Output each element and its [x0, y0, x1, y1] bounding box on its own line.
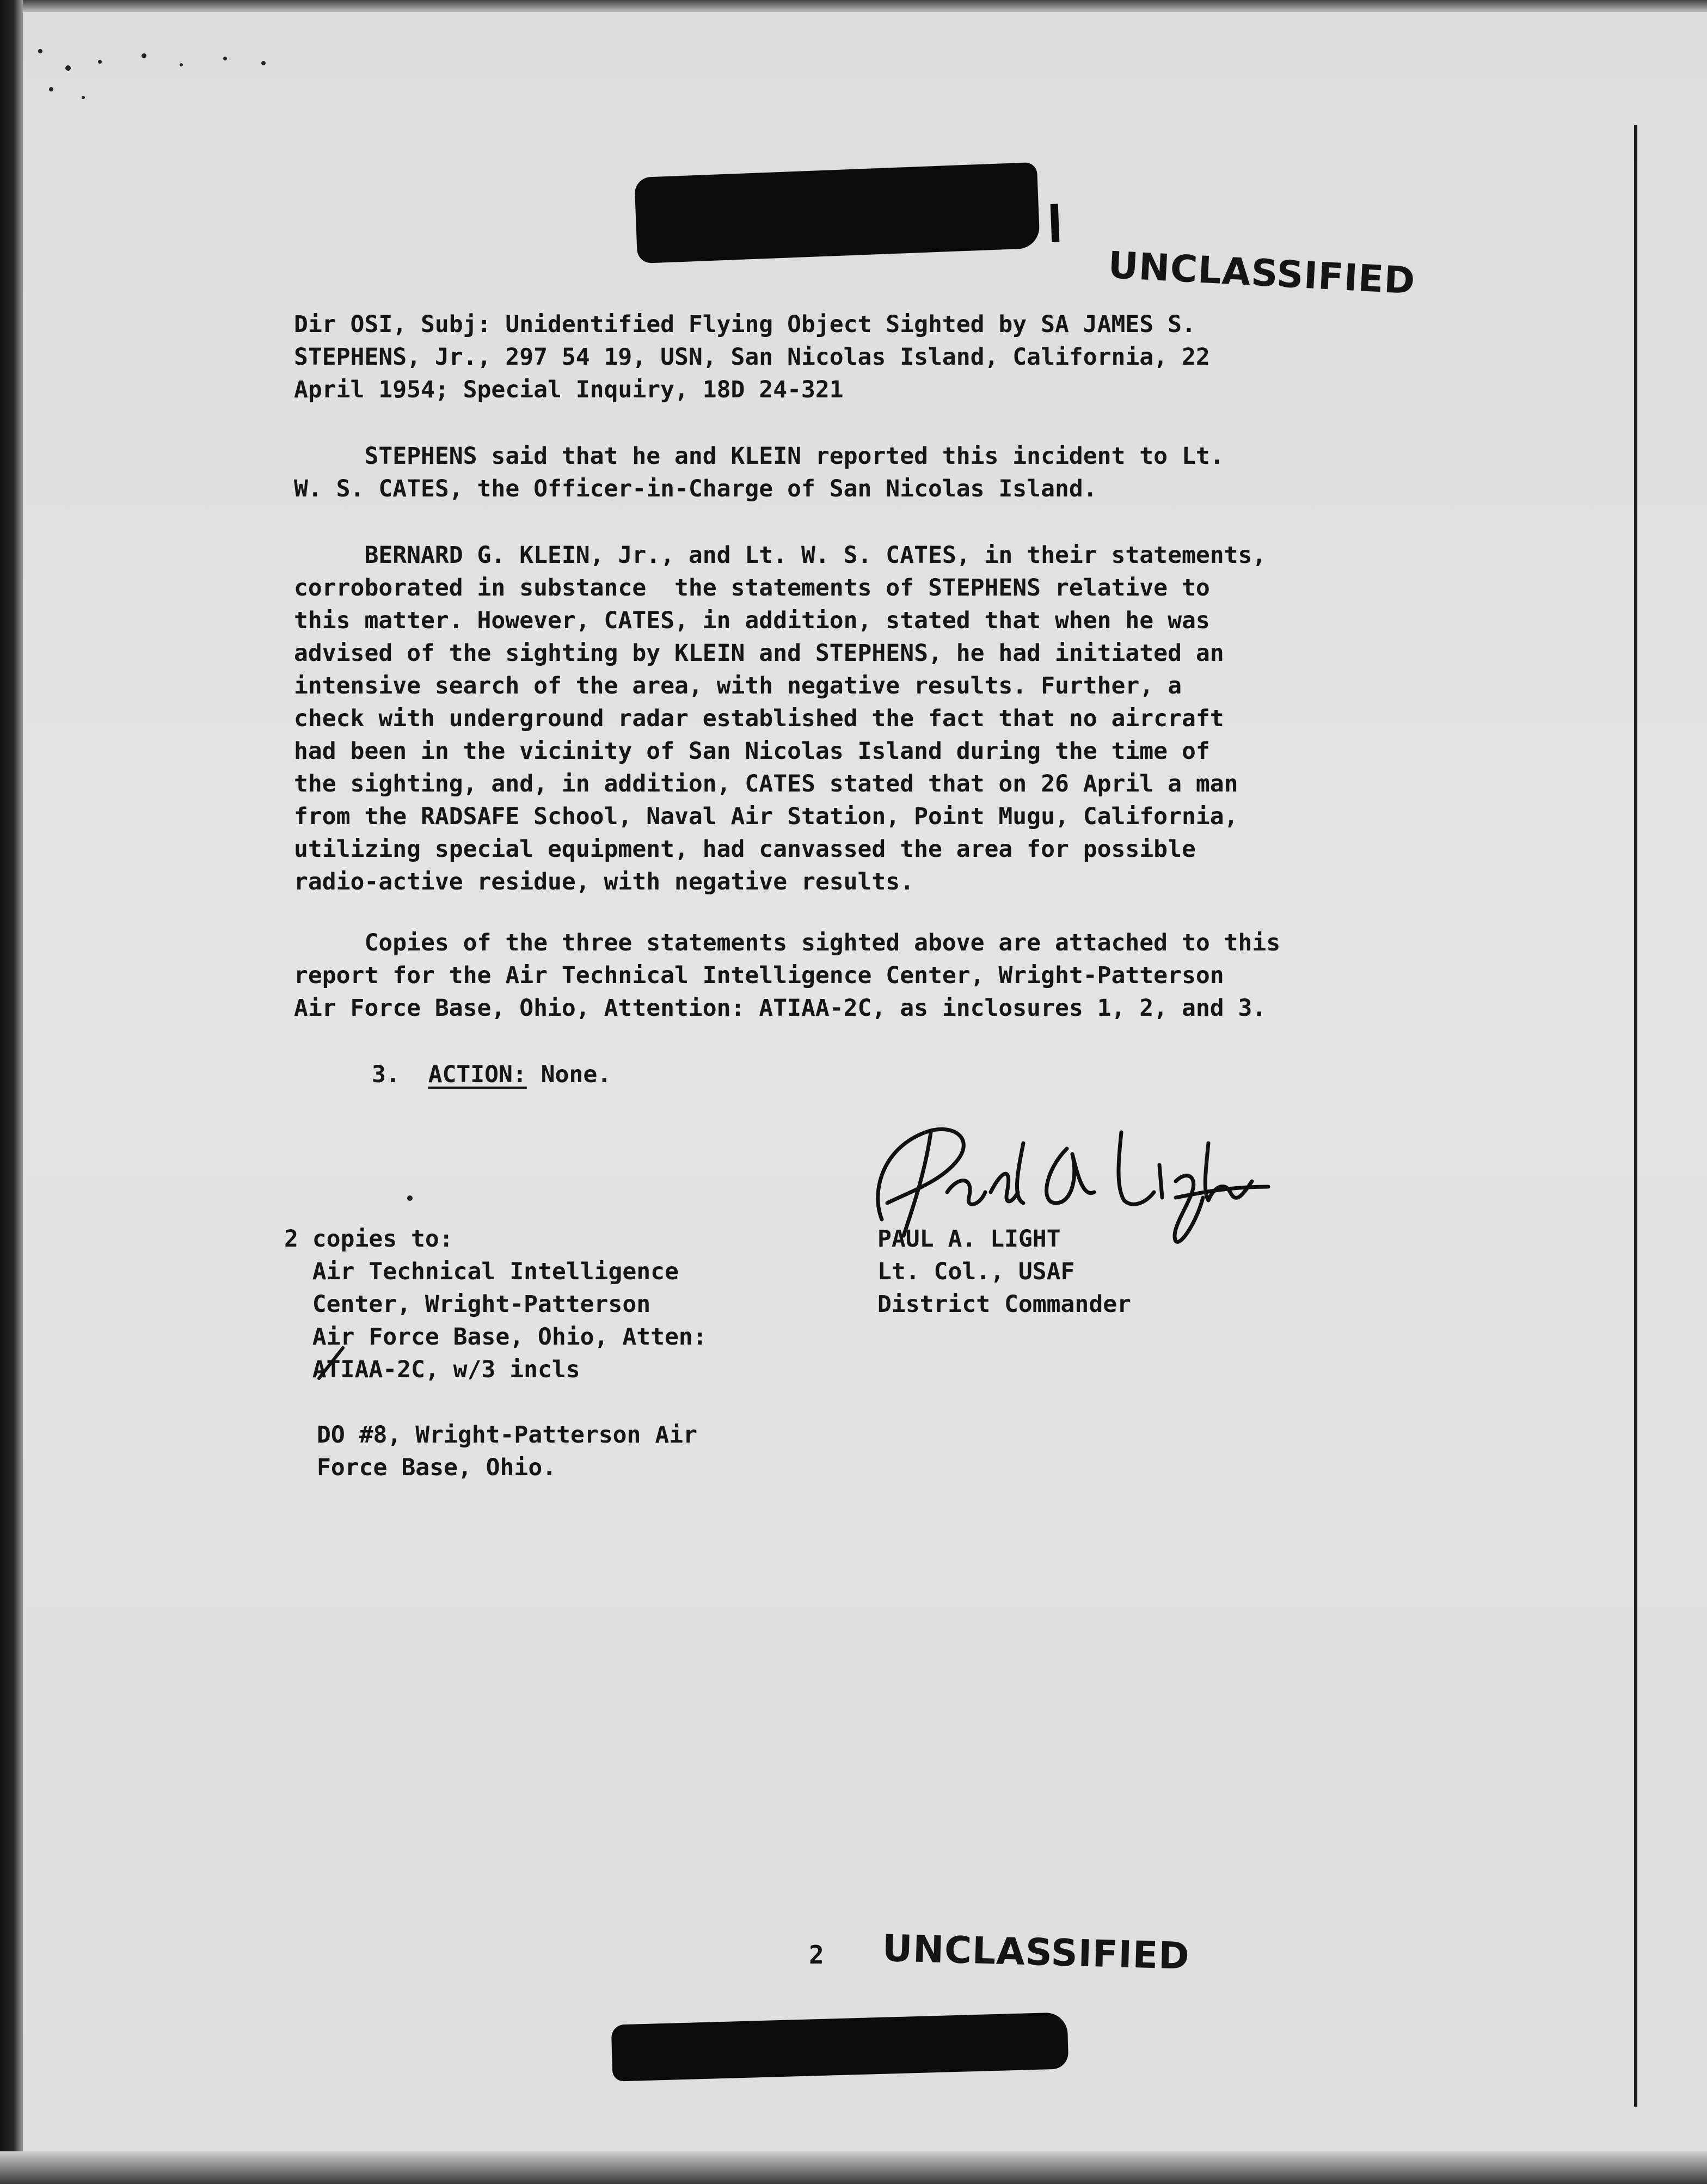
- paragraph-report-of-incident: [294, 440, 1224, 505]
- scan-speck: [38, 49, 42, 53]
- distribution-line: Force Base, Ohio.: [317, 1454, 557, 1481]
- distribution-line: ATIAA-2C, w/3 incls: [284, 1356, 580, 1383]
- signer-name: PAUL A. LIGHT: [877, 1225, 1061, 1253]
- paragraph-line: corroborated in substance the statements of STEPHENS relative to: [294, 574, 1210, 602]
- signer-rank: Lt. Col., USAF: [877, 1258, 1075, 1285]
- distribution-line: Air Technical Intelligence: [284, 1258, 679, 1285]
- action-label: ACTION:: [428, 1061, 527, 1088]
- scan-margin-line: [1634, 125, 1637, 2107]
- paragraph-line: radio-active residue, with negative results.: [294, 868, 914, 895]
- paragraph-line: from the RADSAFE School, Naval Air Station, Point Mugu, California,: [294, 803, 1238, 830]
- redaction-bar-top: [634, 162, 1040, 263]
- scan-speck: [261, 61, 266, 65]
- action-number: 3.: [372, 1061, 400, 1088]
- distribution-line: DO #8, Wright-Patterson Air: [317, 1421, 697, 1449]
- scan-speck: [98, 60, 102, 64]
- distribution-line: Center, Wright-Patterson: [284, 1291, 651, 1318]
- scan-speck: [82, 96, 85, 99]
- scan-speck: [223, 57, 227, 60]
- scan-edge-bottom: [0, 2151, 1707, 2184]
- redaction-bar-bottom: [611, 2012, 1069, 2081]
- signer-title: District Commander: [877, 1291, 1131, 1318]
- paragraph-line: advised of the sighting by KLEIN and STEPHENS, he had initiated an: [294, 640, 1224, 667]
- paragraph-line: check with underground radar established the fact that no aircraft: [294, 705, 1224, 732]
- paragraph-line: intensive search of the area, with negative results. Further, a: [294, 672, 1182, 700]
- subject-line: STEPHENS, Jr., 297 54 19, USN, San Nicolas Island, California, 22: [294, 343, 1210, 371]
- paragraph-line: Copies of the three statements sighted above are attached to this: [294, 929, 1281, 956]
- ink-mark: [407, 1195, 413, 1201]
- distribution-line: 2 copies to:: [284, 1225, 453, 1253]
- signature-block: [877, 1223, 1131, 1321]
- paragraph-line: report for the Air Technical Intelligence Center, Wright-Patterson: [294, 962, 1224, 989]
- paragraph-corroboration: [294, 539, 1266, 898]
- page-number: 2: [809, 1940, 824, 1970]
- paragraph-line: the sighting, and, in addition, CATES stated that on 26 April a man: [294, 770, 1238, 797]
- classification-stamp-top: UNCLASSIFIED: [1107, 244, 1417, 303]
- distribution-do-entry: [317, 1419, 697, 1484]
- scan-speck: [65, 65, 71, 71]
- paragraph-line: W. S. CATES, the Officer-in-Charge of San Nicolas Island.: [294, 475, 1097, 502]
- action-line: [372, 1058, 611, 1091]
- paragraph-line: had been in the vicinity of San Nicolas Island during the time of: [294, 738, 1210, 765]
- classification-stamp-bottom: UNCLASSIFIED: [881, 1927, 1190, 1978]
- scan-edge-left: [0, 0, 23, 2184]
- scan-edge-top: [0, 0, 1707, 12]
- paragraph-attachments: [294, 927, 1280, 1024]
- paragraph-line: utilizing special equipment, had canvassed the area for possible: [294, 836, 1196, 863]
- subject-line: Dir OSI, Subj: Unidentified Flying Object Sighted by SA JAMES S.: [294, 311, 1196, 338]
- scan-speck: [180, 63, 183, 66]
- check-mark: [316, 1345, 348, 1383]
- subject-header: [294, 308, 1210, 406]
- paragraph-line: Air Force Base, Ohio, Attention: ATIAA-2C, as inclosures 1, 2, and 3.: [294, 995, 1267, 1022]
- scan-speck: [142, 53, 146, 58]
- subject-line: April 1954; Special Inquiry, 18D 24-321: [294, 376, 844, 403]
- paragraph-line: STEPHENS said that he and KLEIN reported this incident to Lt.: [294, 443, 1224, 470]
- action-value: None.: [541, 1061, 612, 1088]
- distribution-line: Air Force Base, Ohio, Atten:: [284, 1323, 707, 1351]
- paragraph-line: BERNARD G. KLEIN, Jr., and Lt. W. S. CATES, in their statements,: [294, 542, 1267, 569]
- paragraph-line: this matter. However, CATES, in addition, stated that when he was: [294, 607, 1210, 634]
- scan-speck: [49, 87, 53, 91]
